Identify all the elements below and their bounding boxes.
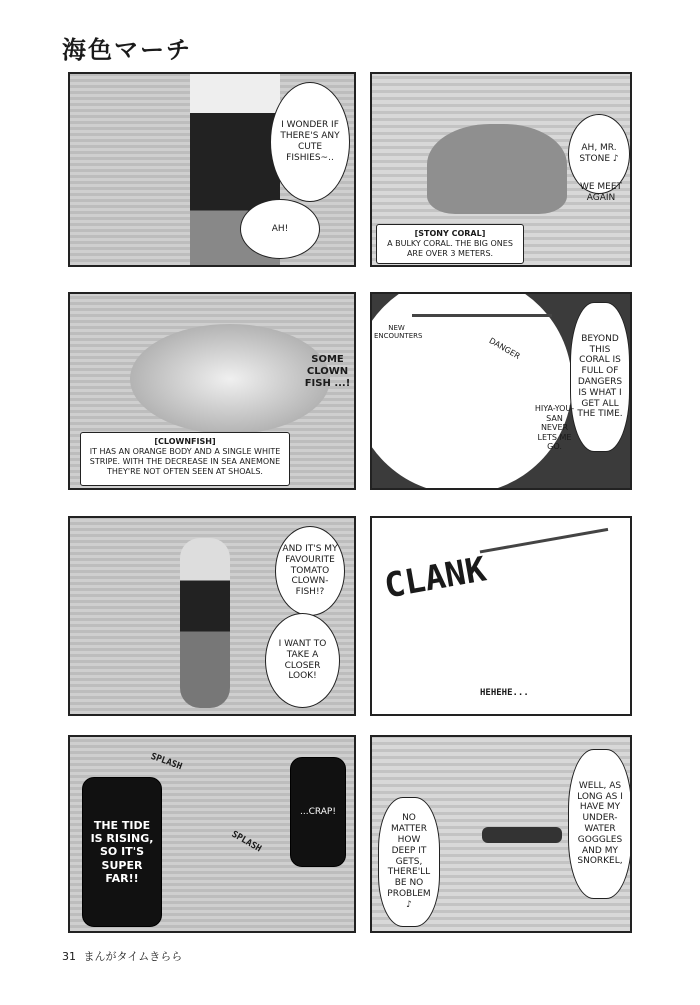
caption-heading: [CLOWNFISH] bbox=[154, 437, 216, 446]
speech-text: HIYA-YOU-SAN NEVER LETS ME GO. bbox=[534, 404, 575, 452]
balance-scale bbox=[412, 314, 552, 467]
sound-effect: SPLASH bbox=[149, 751, 184, 773]
speech-bubble: I WONDER IF THERE'S ANY CUTE FISHIES~.. bbox=[270, 82, 350, 202]
speech-bubble: ...CRAP! bbox=[290, 757, 346, 867]
character-swimming bbox=[482, 827, 562, 843]
sound-effect: CLANK bbox=[381, 549, 490, 607]
character-diving bbox=[180, 538, 230, 708]
scale-label: DANGER bbox=[487, 336, 522, 362]
caption-box bbox=[80, 432, 290, 486]
panel-1 bbox=[68, 72, 356, 267]
page-footer bbox=[62, 948, 182, 964]
panel-3 bbox=[68, 292, 356, 490]
caption-body: IT HAS AN ORANGE BODY AND A SINGLE WHITE STRIPE. WITH THE DECREASE IN SEA ANEMONE THEY'RE NOT OFTEN SEEN AT SHOALS. bbox=[89, 447, 281, 476]
speech-bubble: AND IT'S MY FAVOURITE TOMATO CLOWN-FISH!? bbox=[275, 526, 345, 616]
panel-7 bbox=[68, 735, 356, 933]
speech-bubble: WELL, AS LONG AS I HAVE MY UNDER-WATER GOGGLES AND MY SNORKEL, bbox=[568, 749, 632, 899]
balance-scale bbox=[480, 528, 632, 701]
caption-box bbox=[376, 224, 524, 264]
speech-bubble: BEYOND THIS CORAL IS FULL OF DANGERS IS WHAT I GET ALL THE TIME. bbox=[570, 302, 630, 452]
caption-body: A BULKY CORAL. THE BIG ONES ARE OVER 3 METERS. bbox=[387, 239, 513, 258]
page-title: 海色マーチ bbox=[62, 36, 192, 64]
speech-text: SOME CLOWN FISH ...! bbox=[304, 354, 351, 389]
panel-2 bbox=[370, 72, 632, 267]
speech-bubble: THE TIDE IS RISING, SO IT'S SUPER FAR!! bbox=[82, 777, 162, 927]
page-number: 31 bbox=[62, 950, 76, 963]
speech-bubble: NO MATTER HOW DEEP IT GETS, THERE'LL BE NO PROBLEM ♪ bbox=[378, 797, 440, 927]
speech-bubble: AH, MR. STONE ♪ bbox=[568, 114, 630, 194]
scale-label: NEW ENCOUNTERS bbox=[374, 324, 423, 341]
speech-bubble: AH! bbox=[240, 199, 320, 259]
panel-4 bbox=[370, 292, 632, 490]
speech-text: WE MEET AGAIN bbox=[579, 182, 623, 203]
sound-effect: HEHEHE... bbox=[480, 688, 529, 698]
panel-5 bbox=[68, 516, 356, 716]
panel-8 bbox=[370, 735, 632, 933]
panel-6 bbox=[370, 516, 632, 716]
stony-coral bbox=[427, 124, 567, 214]
caption-heading: [STONY CORAL] bbox=[414, 229, 486, 238]
sound-effect: SPLASH bbox=[229, 829, 263, 855]
speech-bubble: I WANT TO TAKE A CLOSER LOOK! bbox=[265, 613, 340, 708]
magazine-name: まんがタイムきらら bbox=[83, 950, 183, 963]
